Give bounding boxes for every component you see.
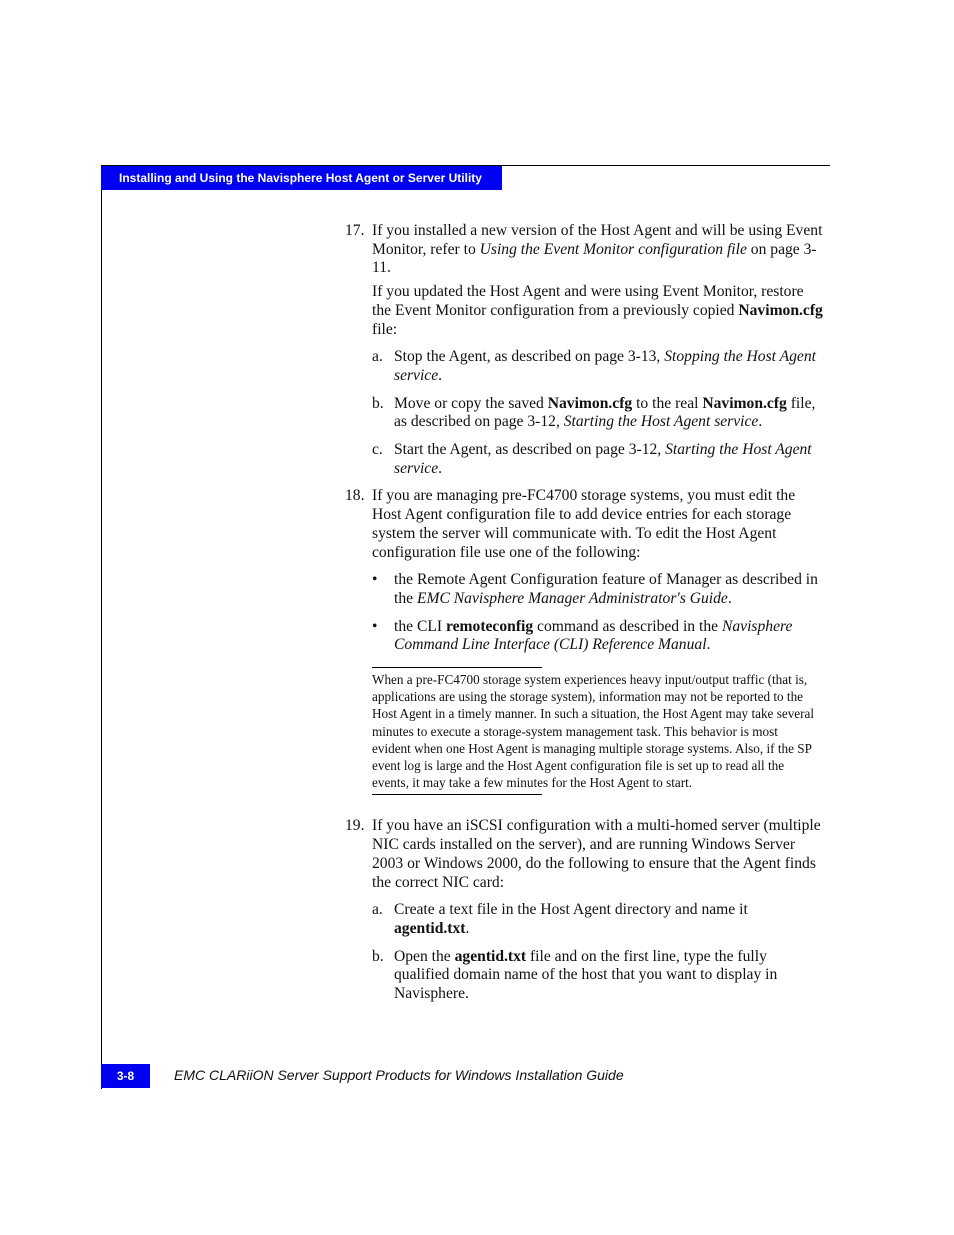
section-title: Installing and Using the Navisphere Host Agent or Server Utility (119, 171, 482, 185)
step-number: 17. (345, 222, 365, 239)
filename: agentid.txt (394, 920, 466, 937)
bullet-item: • the Remote Agent Configuration feature of Manager as described in the EMC Navisphere Manager Administrator's Guide. (372, 571, 818, 607)
filename: Navimon.cfg (547, 394, 633, 412)
substep-a: a. Stop the Agent, as described on page 3-13, Stopping the Host Agent service. (372, 348, 816, 384)
command-name: remoteconfig (445, 617, 534, 635)
filename: agentid.txt (454, 947, 527, 965)
note-top-rule (372, 667, 542, 668)
filename: Navimon.cfg (702, 394, 787, 412)
note-bottom-rule (372, 794, 542, 795)
section-header (101, 166, 502, 190)
step-19-paragraph: If you have an iSCSI configuration with a multi-homed server (multiple NIC cards installed on the server), and are running Windows Server 2003 or Windows 2000, do the following to ensure that the Agent finds the correct NIC card: (372, 817, 821, 891)
bullet-icon: • (372, 571, 378, 589)
page-number: 3-8 (116, 1069, 135, 1083)
substep-c: c. Start the Agent, as described on page 3-12, Starting the Host Agent service. (372, 441, 812, 477)
bullet-icon: • (372, 617, 378, 635)
cross-reference: Starting the Host Agent service (563, 413, 759, 431)
cross-reference: EMC Navisphere Manager Administrator's Guide (416, 589, 728, 607)
page-left-rule (101, 165, 102, 1089)
step-17-paragraph-1: If you installed a new version of the Host Agent and will be using Event Monitor, refer to Using the Event Monitor configuration file on page 3-11. (372, 222, 823, 277)
note-box (372, 667, 817, 795)
page-number-badge (101, 1064, 150, 1088)
substep-b: b. Move or copy the saved Navimon.cfg to the real Navimon.cfg file, as described on page 3-12, Starting the Host Agent service. (372, 394, 816, 431)
cross-reference: Stopping the Host Agent service (394, 348, 816, 384)
cross-reference: Navisphere Command Line Interface (CLI) Reference Manual (394, 617, 793, 654)
substep-a: a. Create a text file in the Host Agent directory and name it agentid.txt. (372, 901, 748, 937)
step-17 (345, 222, 825, 478)
step-18-paragraph: If you are managing pre-FC4700 storage systems, you must edit the Host Agent configuration file to add device entries for each storage system the server will communicate with. To edit the Host Agent configuration file use one of the following: (372, 487, 796, 561)
step-number: 18. (345, 487, 365, 505)
step-19 (345, 817, 825, 1003)
step-17-paragraph-2: If you updated the Host Agent and were using Event Monitor, restore the Event Monitor configuration from a previously copied Navimon.cfg file: (372, 283, 823, 338)
note-text: When a pre-FC4700 storage system experiences heavy input/output traffic (that is, applications are using the storage system), information may not be reported to the Host Agent in a timely manner. In such a situation, the Host Agent may take several minutes to execute a storage-system management task. This behavior is most evident when one Host Agent is managing multiple storage systems. Also, if the SP event log is large and the Host Agent configuration file is set up to read all the events, it may take a few minutes for the Host Agent to start. (372, 672, 815, 791)
page-body (345, 222, 825, 1013)
step-18 (345, 487, 825, 655)
filename: Navimon.cfg (738, 301, 823, 319)
cross-reference: Using the Event Monitor configuration file (479, 240, 747, 258)
bullet-item: • the CLI remoteconfig command as described in the Navisphere Command Line Interface (CLI) Reference Manual. (372, 617, 793, 654)
cross-reference: Starting the Host Agent service (394, 441, 812, 477)
substep-b: b. Open the agentid.txt file and on the first line, type the fully qualified domain name of the host that you want to display in Navisphere. (372, 947, 778, 1003)
document-title: EMC CLARiiON Server Support Products for Windows Installation Guide (174, 1067, 624, 1083)
step-number: 19. (345, 817, 365, 835)
